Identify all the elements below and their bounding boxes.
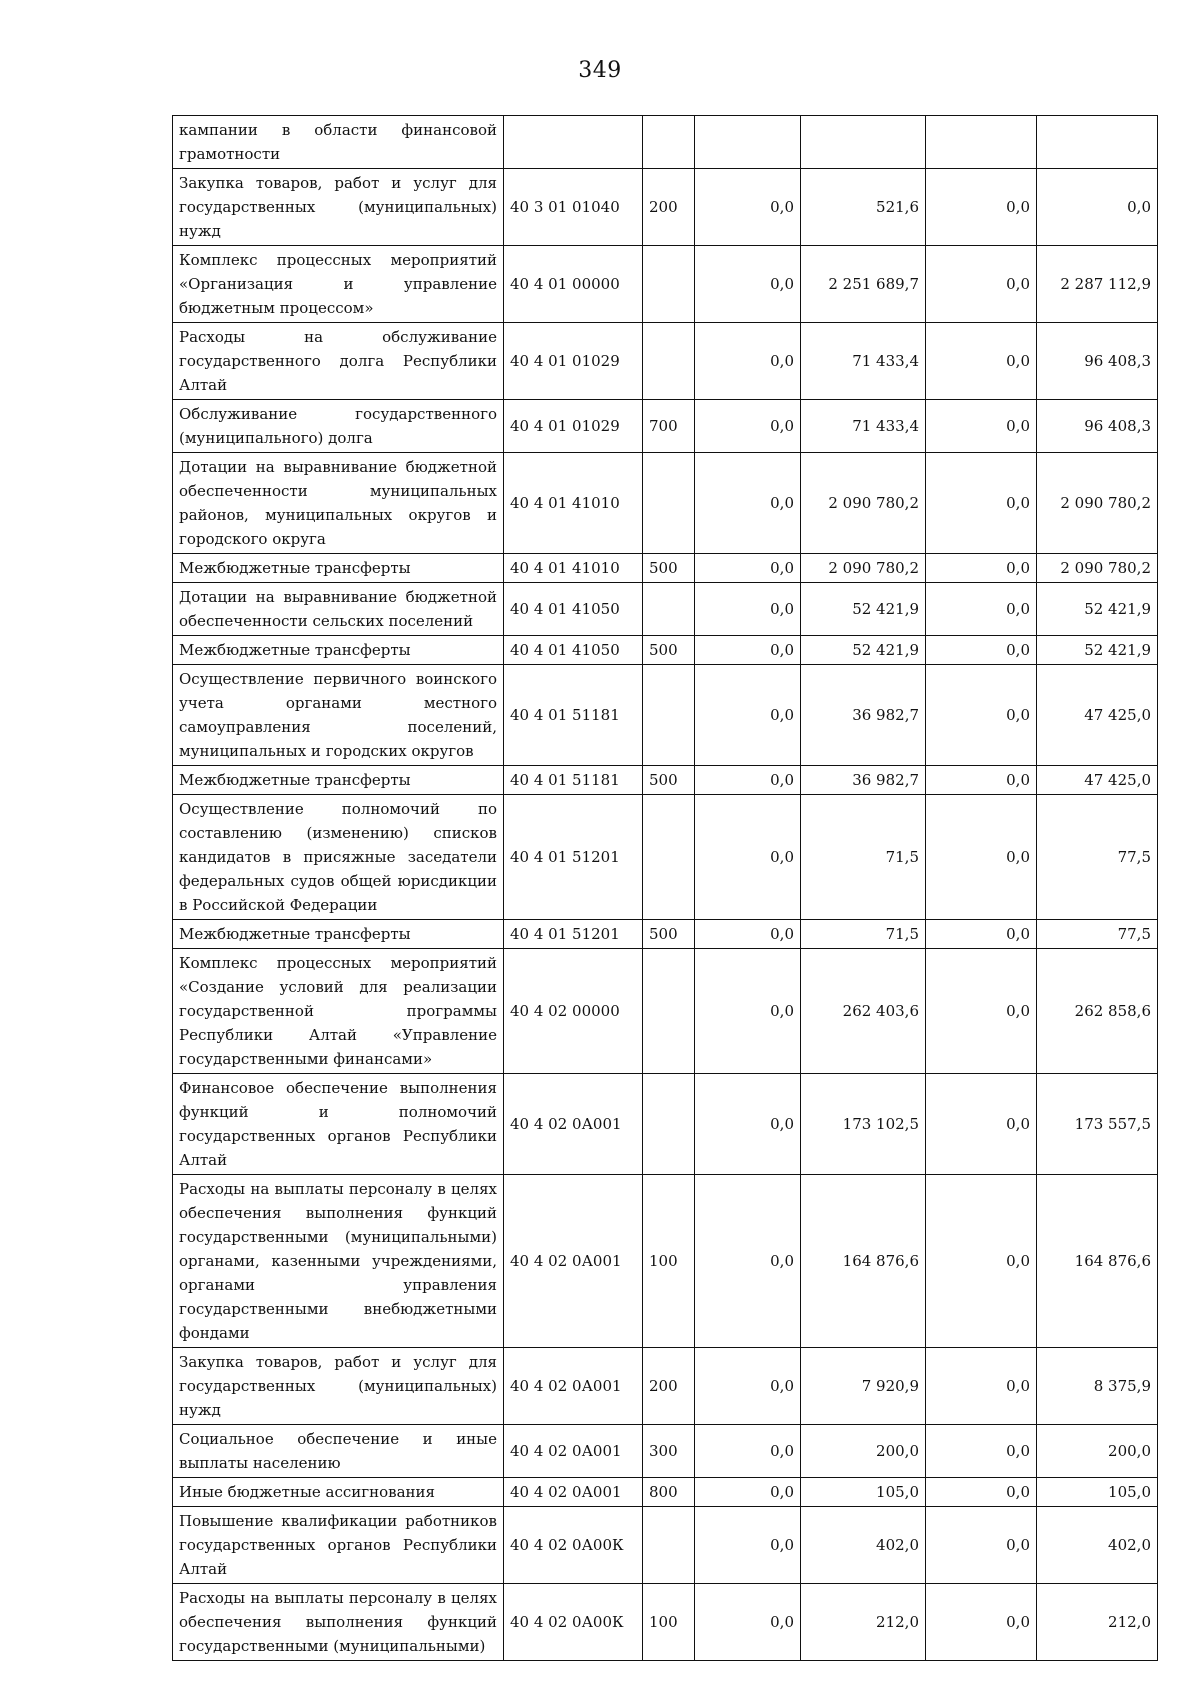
amount-cell-2: 2 090 780,2 xyxy=(801,453,926,554)
target-article-code-cell: 40 4 01 00000 xyxy=(504,246,643,323)
row-name-cell: Осуществление полномочий по составлению (изменению) списков кандидатов в присяжные заседатели федеральных судов общей юрисдикции в Российской Федерации xyxy=(173,795,504,920)
amount-cell-1: 0,0 xyxy=(695,1507,801,1584)
target-article-code-cell: 40 4 01 01029 xyxy=(504,400,643,453)
amount-cell-1: 0,0 xyxy=(695,323,801,400)
row-name-cell: Закупка товаров, работ и услуг для государственных (муниципальных) нужд xyxy=(173,169,504,246)
amount-cell-1: 0,0 xyxy=(695,1584,801,1661)
target-article-code-cell: 40 4 01 51181 xyxy=(504,766,643,795)
expense-type-code-cell: 200 xyxy=(643,1348,695,1425)
amount-cell-2: 2 090 780,2 xyxy=(801,554,926,583)
expense-type-code-cell xyxy=(643,665,695,766)
row-name-cell: Межбюджетные трансферты xyxy=(173,766,504,795)
row-name-cell: Дотации на выравнивание бюджетной обеспеченности муниципальных районов, муниципальных округов и городского округа xyxy=(173,453,504,554)
row-name-cell: Комплекс процессных мероприятий «Организация и управление бюджетным процессом» xyxy=(173,246,504,323)
target-article-code-cell: 40 4 02 0А001 xyxy=(504,1478,643,1507)
expense-type-code-cell xyxy=(643,453,695,554)
row-name-cell: Осуществление первичного воинского учета органами местного самоуправления поселений, муниципальных и городских округов xyxy=(173,665,504,766)
amount-cell-3: 0,0 xyxy=(926,583,1037,636)
target-article-code-cell: 40 3 01 01040 xyxy=(504,169,643,246)
amount-cell-4: 47 425,0 xyxy=(1037,766,1158,795)
row-name-cell: Комплекс процессных мероприятий «Создание условий для реализации государственной программы Республики Алтай «Управление государственными финансами» xyxy=(173,949,504,1074)
expense-type-code-cell: 100 xyxy=(643,1175,695,1348)
table-row xyxy=(173,169,1158,246)
expense-type-code-cell: 500 xyxy=(643,920,695,949)
table-row xyxy=(173,1348,1158,1425)
amount-cell-1: 0,0 xyxy=(695,1348,801,1425)
amount-cell-2 xyxy=(801,116,926,169)
target-article-code-cell: 40 4 02 0А001 xyxy=(504,1425,643,1478)
amount-cell-2: 71,5 xyxy=(801,795,926,920)
row-name-cell: Социальное обеспечение и иные выплаты населению xyxy=(173,1425,504,1478)
target-article-code-cell: 40 4 02 00000 xyxy=(504,949,643,1074)
expense-type-code-cell: 300 xyxy=(643,1425,695,1478)
amount-cell-1: 0,0 xyxy=(695,554,801,583)
amount-cell-4: 2 090 780,2 xyxy=(1037,453,1158,554)
amount-cell-1: 0,0 xyxy=(695,583,801,636)
table-row xyxy=(173,1074,1158,1175)
expense-type-code-cell: 200 xyxy=(643,169,695,246)
target-article-code-cell: 40 4 02 0А00К xyxy=(504,1584,643,1661)
amount-cell-4: 212,0 xyxy=(1037,1584,1158,1661)
target-article-code-cell: 40 4 02 0А001 xyxy=(504,1175,643,1348)
row-name-cell: Обслуживание государственного (муниципального) долга xyxy=(173,400,504,453)
amount-cell-1: 0,0 xyxy=(695,1478,801,1507)
amount-cell-4: 77,5 xyxy=(1037,795,1158,920)
table-row xyxy=(173,1478,1158,1507)
amount-cell-1: 0,0 xyxy=(695,795,801,920)
budget-table xyxy=(172,115,1158,1661)
amount-cell-2: 105,0 xyxy=(801,1478,926,1507)
amount-cell-1: 0,0 xyxy=(695,246,801,323)
amount-cell-3: 0,0 xyxy=(926,246,1037,323)
target-article-code-cell: 40 4 02 0А00К xyxy=(504,1507,643,1584)
table-row xyxy=(173,949,1158,1074)
amount-cell-4: 96 408,3 xyxy=(1037,400,1158,453)
amount-cell-1: 0,0 xyxy=(695,1425,801,1478)
amount-cell-3: 0,0 xyxy=(926,400,1037,453)
table-row xyxy=(173,1425,1158,1478)
amount-cell-3: 0,0 xyxy=(926,665,1037,766)
amount-cell-1: 0,0 xyxy=(695,920,801,949)
amount-cell-3: 0,0 xyxy=(926,795,1037,920)
row-name-cell: Межбюджетные трансферты xyxy=(173,636,504,665)
amount-cell-1: 0,0 xyxy=(695,1074,801,1175)
table-row xyxy=(173,665,1158,766)
expense-type-code-cell xyxy=(643,795,695,920)
expense-type-code-cell: 500 xyxy=(643,636,695,665)
target-article-code-cell: 40 4 01 41050 xyxy=(504,583,643,636)
row-name-cell: Дотации на выравнивание бюджетной обеспеченности сельских поселений xyxy=(173,583,504,636)
row-name-cell: Расходы на обслуживание государственного долга Республики Алтай xyxy=(173,323,504,400)
amount-cell-1: 0,0 xyxy=(695,766,801,795)
table-row xyxy=(173,1507,1158,1584)
expense-type-code-cell xyxy=(643,1074,695,1175)
table-row xyxy=(173,795,1158,920)
table-row xyxy=(173,453,1158,554)
amount-cell-2: 71 433,4 xyxy=(801,323,926,400)
amount-cell-4: 173 557,5 xyxy=(1037,1074,1158,1175)
table-row xyxy=(173,920,1158,949)
expense-type-code-cell: 700 xyxy=(643,400,695,453)
amount-cell-2: 521,6 xyxy=(801,169,926,246)
amount-cell-1: 0,0 xyxy=(695,453,801,554)
target-article-code-cell xyxy=(504,116,643,169)
expense-type-code-cell xyxy=(643,246,695,323)
amount-cell-4: 47 425,0 xyxy=(1037,665,1158,766)
target-article-code-cell: 40 4 02 0А001 xyxy=(504,1074,643,1175)
page-number: 349 xyxy=(578,58,622,83)
amount-cell-1 xyxy=(695,116,801,169)
amount-cell-3: 0,0 xyxy=(926,1074,1037,1175)
target-article-code-cell: 40 4 01 51201 xyxy=(504,920,643,949)
amount-cell-2: 71 433,4 xyxy=(801,400,926,453)
amount-cell-1: 0,0 xyxy=(695,949,801,1074)
amount-cell-3: 0,0 xyxy=(926,1425,1037,1478)
amount-cell-3: 0,0 xyxy=(926,323,1037,400)
table-body xyxy=(173,116,1158,1661)
amount-cell-1: 0,0 xyxy=(695,1175,801,1348)
amount-cell-3: 0,0 xyxy=(926,1507,1037,1584)
amount-cell-3: 0,0 xyxy=(926,766,1037,795)
amount-cell-3 xyxy=(926,116,1037,169)
amount-cell-3: 0,0 xyxy=(926,636,1037,665)
table-row xyxy=(173,1584,1158,1661)
expense-type-code-cell xyxy=(643,583,695,636)
amount-cell-4: 52 421,9 xyxy=(1037,583,1158,636)
table-row xyxy=(173,323,1158,400)
row-name-cell: Повышение квалификации работников государственных органов Республики Алтай xyxy=(173,1507,504,1584)
amount-cell-4: 77,5 xyxy=(1037,920,1158,949)
row-name-cell: Иные бюджетные ассигнования xyxy=(173,1478,504,1507)
amount-cell-4: 2 090 780,2 xyxy=(1037,554,1158,583)
amount-cell-4: 402,0 xyxy=(1037,1507,1158,1584)
row-name-cell: Финансовое обеспечение выполнения функций и полномочий государственных органов Республики Алтай xyxy=(173,1074,504,1175)
amount-cell-4: 200,0 xyxy=(1037,1425,1158,1478)
amount-cell-1: 0,0 xyxy=(695,169,801,246)
table-row xyxy=(173,116,1158,169)
target-article-code-cell: 40 4 02 0А001 xyxy=(504,1348,643,1425)
amount-cell-1: 0,0 xyxy=(695,400,801,453)
amount-cell-1: 0,0 xyxy=(695,636,801,665)
amount-cell-4: 96 408,3 xyxy=(1037,323,1158,400)
table-row xyxy=(173,554,1158,583)
expense-type-code-cell xyxy=(643,949,695,1074)
target-article-code-cell: 40 4 01 01029 xyxy=(504,323,643,400)
amount-cell-4 xyxy=(1037,116,1158,169)
row-name-cell: Закупка товаров, работ и услуг для государственных (муниципальных) нужд xyxy=(173,1348,504,1425)
amount-cell-3: 0,0 xyxy=(926,920,1037,949)
table-row xyxy=(173,246,1158,323)
amount-cell-4: 8 375,9 xyxy=(1037,1348,1158,1425)
amount-cell-2: 262 403,6 xyxy=(801,949,926,1074)
amount-cell-2: 2 251 689,7 xyxy=(801,246,926,323)
amount-cell-2: 7 920,9 xyxy=(801,1348,926,1425)
row-name-cell: кампании в области финансовой грамотности xyxy=(173,116,504,169)
row-name-cell: Расходы на выплаты персоналу в целях обеспечения выполнения функций государственными (муниципальными) органами, казенными учреждениями, органами управления государственными внебюджетными фондами xyxy=(173,1175,504,1348)
table-row xyxy=(173,400,1158,453)
amount-cell-2: 52 421,9 xyxy=(801,636,926,665)
amount-cell-3: 0,0 xyxy=(926,1175,1037,1348)
row-name-cell: Расходы на выплаты персоналу в целях обеспечения выполнения функций государственными (муниципальными) xyxy=(173,1584,504,1661)
row-name-cell: Межбюджетные трансферты xyxy=(173,920,504,949)
amount-cell-2: 36 982,7 xyxy=(801,766,926,795)
table-row xyxy=(173,636,1158,665)
target-article-code-cell: 40 4 01 51181 xyxy=(504,665,643,766)
amount-cell-2: 164 876,6 xyxy=(801,1175,926,1348)
amount-cell-1: 0,0 xyxy=(695,665,801,766)
expense-type-code-cell xyxy=(643,1507,695,1584)
amount-cell-3: 0,0 xyxy=(926,1478,1037,1507)
amount-cell-2: 402,0 xyxy=(801,1507,926,1584)
amount-cell-3: 0,0 xyxy=(926,949,1037,1074)
row-name-cell: Межбюджетные трансферты xyxy=(173,554,504,583)
target-article-code-cell: 40 4 01 51201 xyxy=(504,795,643,920)
amount-cell-4: 164 876,6 xyxy=(1037,1175,1158,1348)
amount-cell-3: 0,0 xyxy=(926,1348,1037,1425)
amount-cell-3: 0,0 xyxy=(926,453,1037,554)
target-article-code-cell: 40 4 01 41010 xyxy=(504,453,643,554)
amount-cell-4: 105,0 xyxy=(1037,1478,1158,1507)
target-article-code-cell: 40 4 01 41010 xyxy=(504,554,643,583)
amount-cell-4: 52 421,9 xyxy=(1037,636,1158,665)
amount-cell-3: 0,0 xyxy=(926,1584,1037,1661)
amount-cell-4: 2 287 112,9 xyxy=(1037,246,1158,323)
expense-type-code-cell: 800 xyxy=(643,1478,695,1507)
amount-cell-4: 262 858,6 xyxy=(1037,949,1158,1074)
amount-cell-2: 52 421,9 xyxy=(801,583,926,636)
amount-cell-2: 200,0 xyxy=(801,1425,926,1478)
table-row xyxy=(173,583,1158,636)
amount-cell-2: 173 102,5 xyxy=(801,1074,926,1175)
expense-type-code-cell: 500 xyxy=(643,554,695,583)
amount-cell-2: 212,0 xyxy=(801,1584,926,1661)
expense-type-code-cell xyxy=(643,323,695,400)
amount-cell-3: 0,0 xyxy=(926,554,1037,583)
target-article-code-cell: 40 4 01 41050 xyxy=(504,636,643,665)
amount-cell-4: 0,0 xyxy=(1037,169,1158,246)
table-row xyxy=(173,1175,1158,1348)
expense-type-code-cell: 100 xyxy=(643,1584,695,1661)
expense-type-code-cell xyxy=(643,116,695,169)
expense-type-code-cell: 500 xyxy=(643,766,695,795)
amount-cell-2: 71,5 xyxy=(801,920,926,949)
amount-cell-3: 0,0 xyxy=(926,169,1037,246)
table-row xyxy=(173,766,1158,795)
amount-cell-2: 36 982,7 xyxy=(801,665,926,766)
